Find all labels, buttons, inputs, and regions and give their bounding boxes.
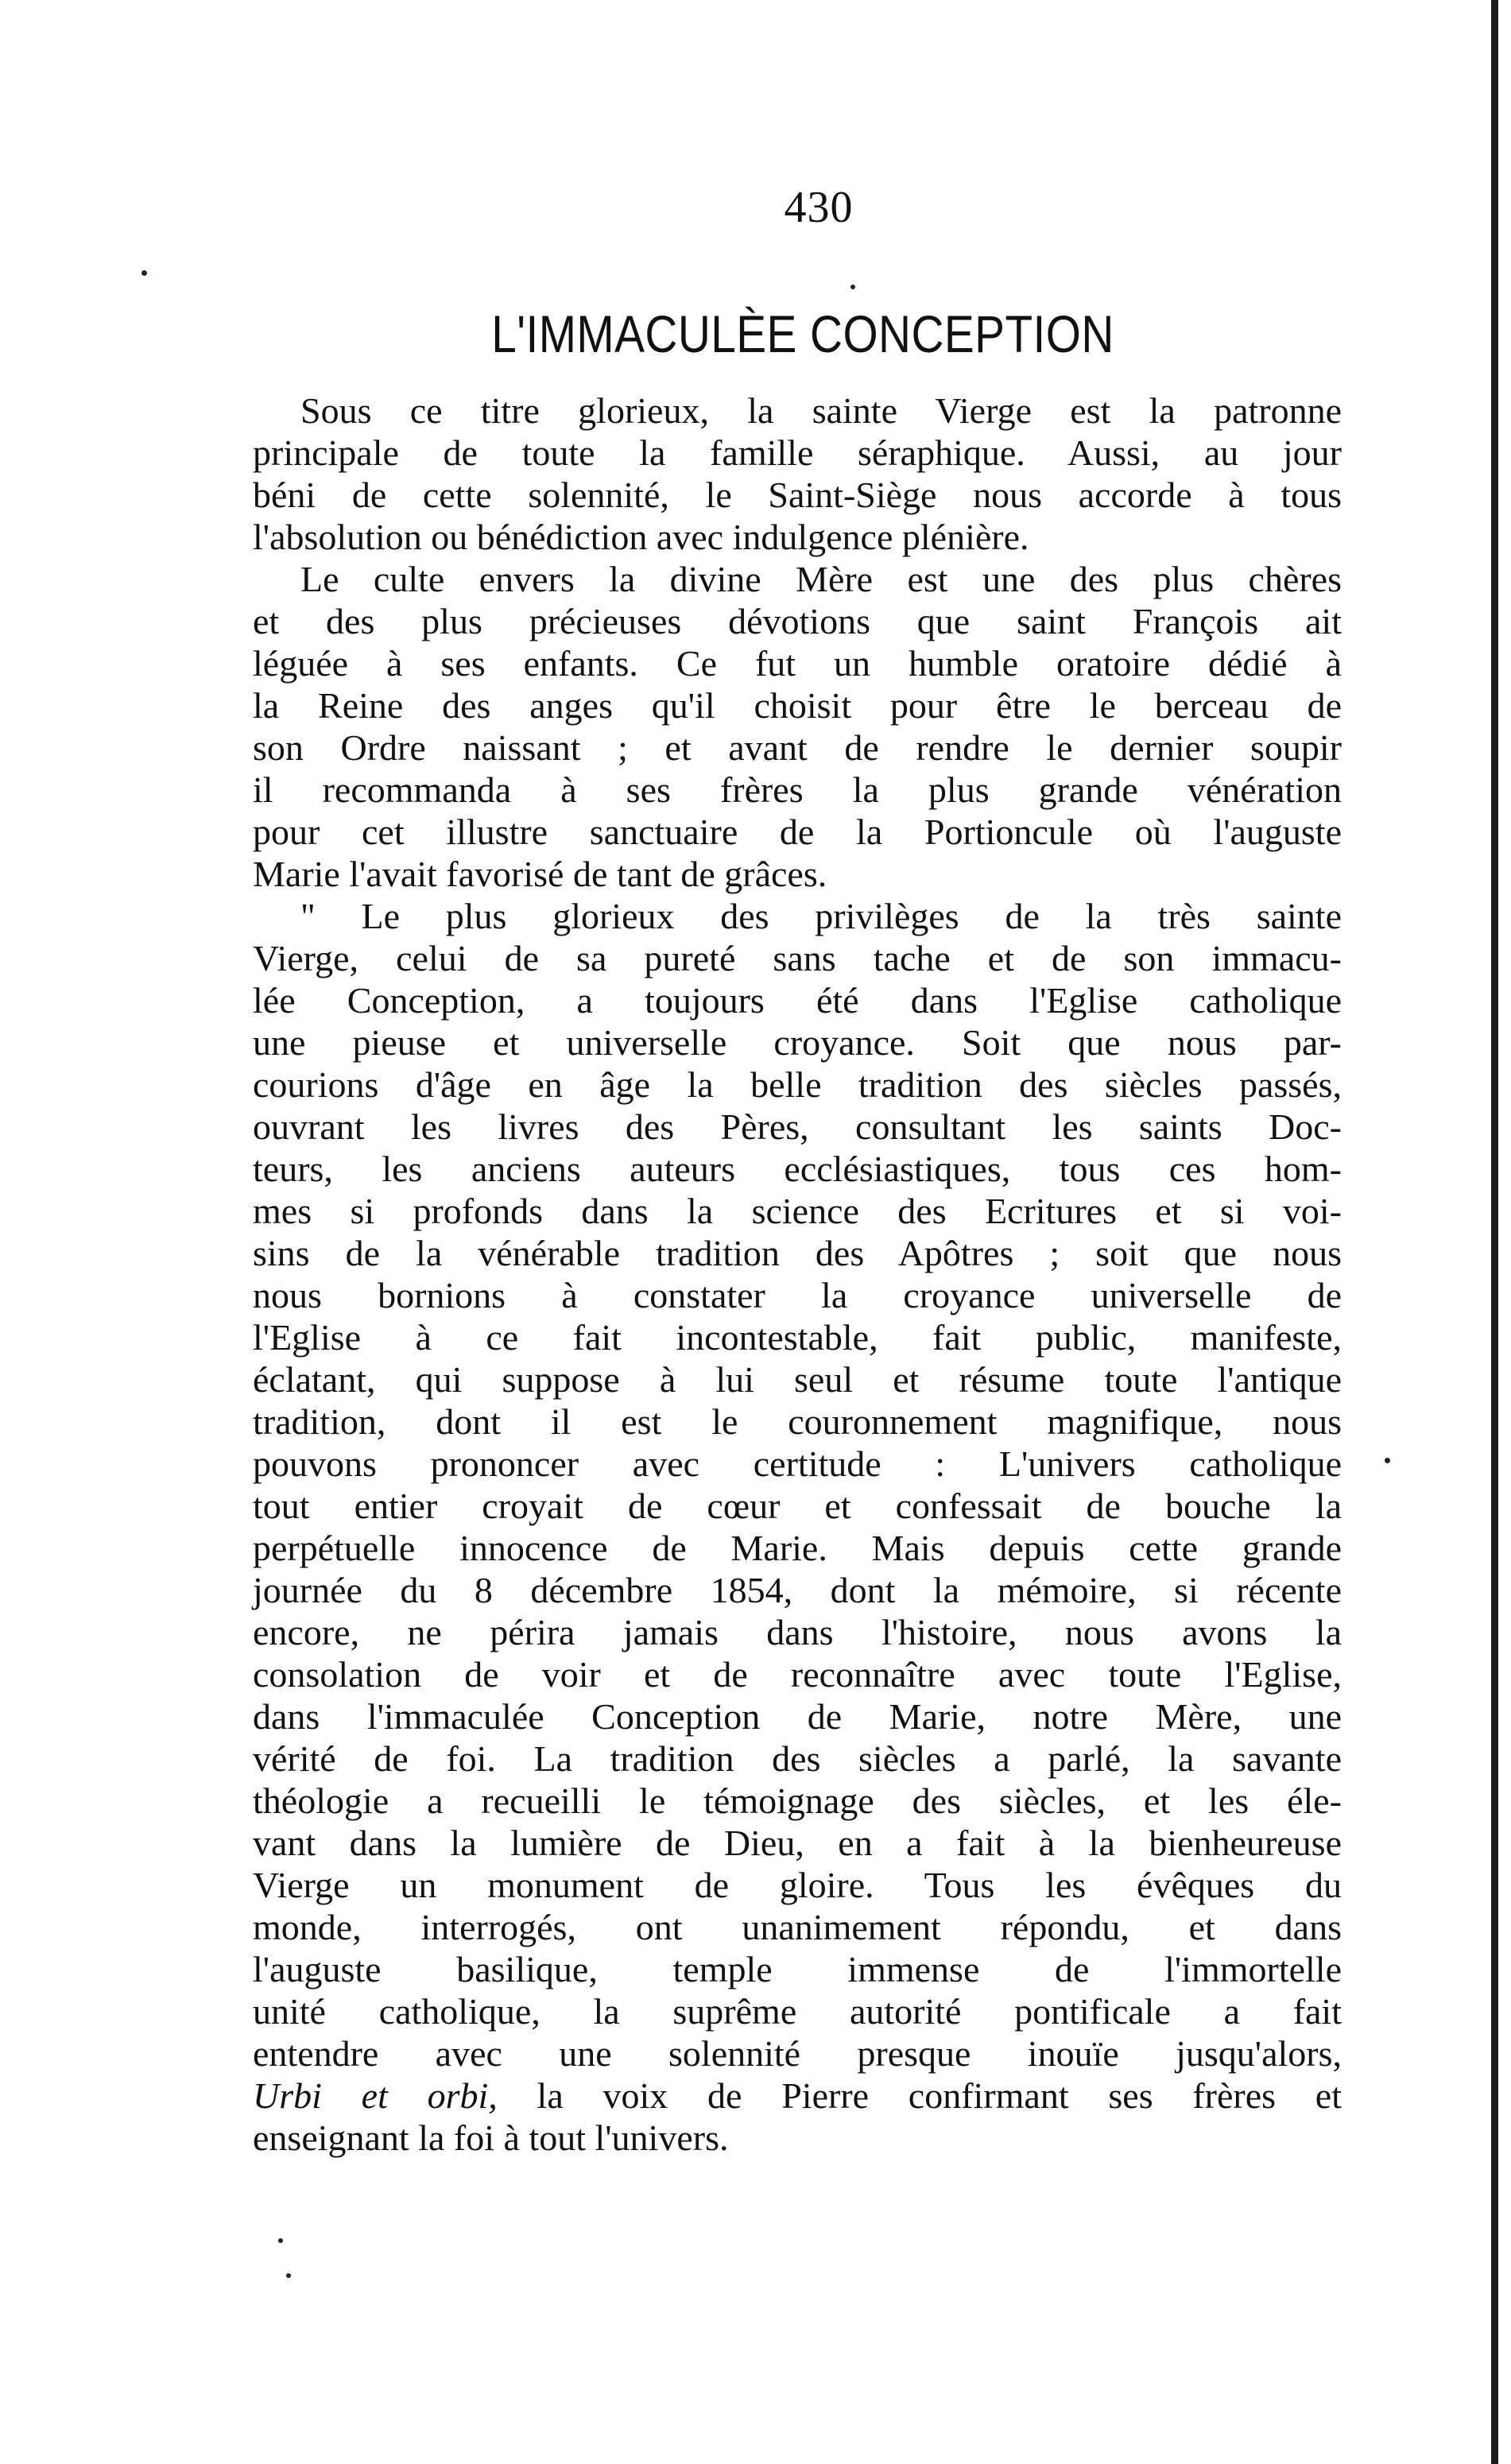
- text-line: léguée à ses enfants. Ce fut un humble oratoire dédié à: [253, 643, 1342, 684]
- text-line: l'Eglise à ce fait incontestable, fait public, manifeste,: [253, 1317, 1342, 1358]
- scan-speck: [850, 285, 855, 289]
- text-line: principale de toute la famille séraphique. Aussi, au jour: [253, 432, 1342, 473]
- text-line: entendre avec une solennité presque inouïe jusqu'alors,: [253, 2033, 1342, 2074]
- text-line: Urbi et orbi, la voix de Pierre confirmant ses frères et: [253, 2075, 1342, 2116]
- italic-phrase: Urbi et orbi,: [253, 2075, 498, 2116]
- text-line: consolation de voir et de reconnaître avec toute l'Eglise,: [253, 1654, 1342, 1695]
- text-line: sins de la vénérable tradition des Apôtres ; soit que nous: [253, 1233, 1342, 1273]
- text-line: ouvrant les livres des Pères, consultant les saints Doc-: [253, 1106, 1342, 1147]
- chapter-title: L'IMMACULÈE CONCEPTION: [491, 304, 1114, 363]
- text-line: la Reine des anges qu'il choisit pour être le berceau de: [253, 685, 1342, 726]
- text-line: l'auguste basilique, temple immense de l'immortelle: [253, 1949, 1342, 1989]
- text-line: " Le plus glorieux des privilèges de la très sainte: [300, 896, 1342, 936]
- text-line: pour cet illustre sanctuaire de la Portioncule où l'auguste: [253, 812, 1342, 852]
- text-line: encore, ne périra jamais dans l'histoire, nous avons la: [253, 1612, 1342, 1652]
- text-line: il recommanda à ses frères la plus grande vénération: [253, 769, 1342, 810]
- text-line: Le culte envers la divine Mère est une des plus chères: [300, 559, 1342, 599]
- text-line: éclatant, qui suppose à lui seul et résume toute l'antique: [253, 1359, 1342, 1400]
- text-line: courions d'âge en âge la belle tradition des siècles passés,: [253, 1064, 1342, 1105]
- text-line: vérité de foi. La tradition des siècles a parlé, la savante: [253, 1738, 1342, 1779]
- text-line: perpétuelle innocence de Marie. Mais depuis cette grande: [253, 1528, 1342, 1568]
- text-line: l'absolution ou bénédiction avec indulgence plénière.: [253, 517, 1029, 557]
- body-text: [253, 389, 1342, 2159]
- text-line: une pieuse et universelle croyance. Soit que nous par-: [253, 1022, 1342, 1063]
- text-line: et des plus précieuses dévotions que saint François ait: [253, 601, 1342, 641]
- scan-speck: [286, 2273, 291, 2278]
- scan-speck: [278, 2238, 283, 2243]
- text-line: journée du 8 décembre 1854, dont la mémoire, si récente: [253, 1570, 1342, 1610]
- text-line: vant dans la lumière de Dieu, en a fait à la bienheureuse: [253, 1823, 1342, 1863]
- text-line: pouvons prononcer avec certitude : L'univers catholique: [253, 1443, 1342, 1484]
- page-edge-rule: [1491, 0, 1498, 2464]
- text-line: Sous ce titre glorieux, la sainte Vierge est la patronne: [300, 390, 1342, 431]
- text-line: nous bornions à constater la croyance universelle de: [253, 1275, 1342, 1315]
- text-line: dans l'immaculée Conception de Marie, notre Mère, une: [253, 1696, 1342, 1737]
- page-number: 430: [784, 183, 854, 232]
- text-line: théologie a recueilli le témoignage des siècles, et les éle-: [253, 1780, 1342, 1821]
- text-line: teurs, les anciens auteurs ecclésiastiques, tous ces hom-: [253, 1149, 1342, 1189]
- text-line: tout entier croyait de cœur et confessait de bouche la: [253, 1486, 1342, 1526]
- text-line: mes si profonds dans la science des Ecritures et si voi-: [253, 1191, 1342, 1231]
- text-line: tradition, dont il est le couronnement magnifique, nous: [253, 1401, 1342, 1442]
- text-line: Vierge, celui de sa pureté sans tache et de son immacu-: [253, 938, 1342, 978]
- text-line: Vierge un monument de gloire. Tous les évêques du: [253, 1865, 1342, 1905]
- text-line: lée Conception, a toujours été dans l'Eglise catholique: [253, 980, 1342, 1021]
- text-line: béni de cette solennité, le Saint-Siège nous accorde à tous: [253, 475, 1342, 515]
- text-line: enseignant la foi à tout l'univers.: [253, 2117, 729, 2158]
- text-line: monde, interrogés, ont unanimement répondu, et dans: [253, 1907, 1342, 1947]
- scan-speck: [141, 270, 147, 276]
- text-line: unité catholique, la suprême autorité pontificale a fait: [253, 1991, 1342, 2032]
- text-line: Marie l'avait favorisé de tant de grâces.: [253, 854, 827, 894]
- text-line: son Ordre naissant ; et avant de rendre le dernier soupir: [253, 727, 1342, 768]
- scan-speck: [1385, 1458, 1390, 1463]
